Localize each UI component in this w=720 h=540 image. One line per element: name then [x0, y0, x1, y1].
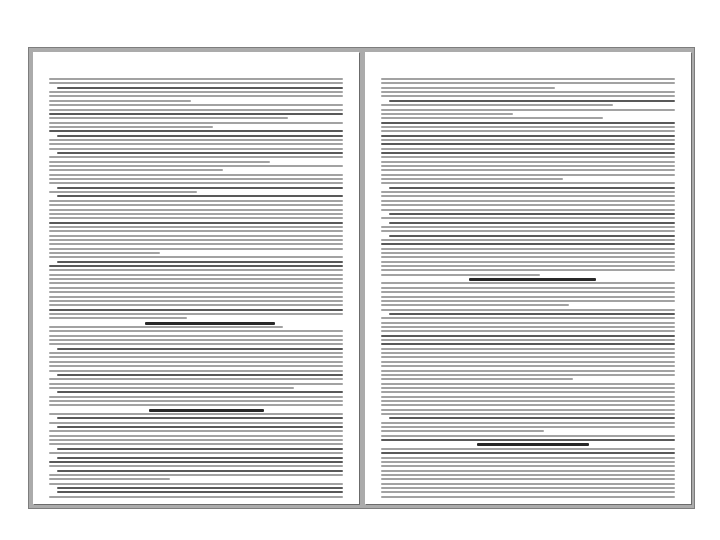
text-line — [49, 435, 343, 437]
text-line — [381, 317, 675, 319]
text-line — [381, 404, 675, 406]
text-line — [49, 443, 343, 445]
text-line — [381, 483, 675, 485]
text-line — [57, 261, 343, 263]
text-line — [49, 313, 343, 315]
text-line — [49, 330, 343, 332]
text-line — [49, 204, 343, 206]
text-line — [49, 117, 288, 119]
text-line — [49, 309, 343, 311]
text-line — [381, 370, 675, 372]
text-line — [149, 409, 264, 412]
text-line — [381, 435, 675, 437]
text-line — [49, 174, 343, 176]
text-line — [381, 130, 675, 132]
text-line — [381, 135, 675, 137]
text-line — [381, 478, 675, 480]
text-line — [49, 269, 343, 271]
text-line — [49, 113, 343, 115]
text-line — [381, 239, 675, 241]
text-line — [381, 452, 675, 454]
text-line — [49, 387, 294, 389]
text-line — [381, 387, 675, 389]
text-line — [381, 448, 675, 450]
text-line — [381, 143, 675, 145]
text-line — [381, 217, 675, 219]
text-line — [381, 496, 675, 498]
text-line — [57, 487, 343, 489]
text-line — [469, 278, 596, 281]
text-line — [381, 174, 675, 176]
text-line — [381, 396, 675, 398]
text-line — [49, 139, 343, 141]
text-line — [381, 78, 675, 80]
text-line — [57, 87, 343, 89]
text-line — [381, 322, 675, 324]
text-line — [381, 461, 675, 463]
text-line — [57, 448, 343, 450]
text-line — [49, 209, 343, 211]
page-text-block — [365, 52, 691, 504]
text-line — [49, 126, 213, 128]
text-line — [381, 117, 603, 119]
text-line — [381, 330, 675, 332]
text-line — [49, 365, 343, 367]
text-line — [381, 465, 675, 467]
text-line — [381, 282, 675, 284]
text-line — [49, 287, 343, 289]
text-line — [381, 361, 675, 363]
text-line — [49, 413, 343, 415]
text-line — [381, 287, 675, 289]
text-line — [381, 365, 675, 367]
text-line — [381, 269, 675, 271]
text-line — [49, 130, 343, 132]
text-line — [389, 222, 675, 224]
document-viewer[interactable] — [28, 47, 695, 509]
text-line — [49, 378, 343, 380]
text-line — [49, 296, 343, 298]
text-line — [49, 230, 343, 232]
text-line — [49, 165, 343, 167]
text-line — [381, 413, 675, 415]
text-line — [381, 139, 675, 141]
text-line — [381, 252, 675, 254]
text-line — [381, 243, 675, 245]
text-line — [49, 370, 343, 372]
text-line — [381, 226, 675, 228]
text-line — [49, 226, 343, 228]
text-line — [57, 135, 343, 137]
text-line — [49, 222, 343, 224]
text-line — [145, 322, 275, 325]
text-line — [381, 178, 563, 180]
text-line — [49, 256, 343, 258]
text-line — [49, 278, 343, 280]
document-page-left — [33, 52, 359, 504]
text-line — [381, 422, 675, 424]
text-line — [49, 300, 343, 302]
text-line — [49, 252, 160, 254]
text-line — [57, 491, 343, 493]
text-line — [389, 100, 675, 102]
text-line — [381, 300, 675, 302]
text-line — [49, 474, 343, 476]
text-line — [49, 191, 197, 193]
text-line — [49, 335, 343, 337]
page-text-block — [33, 52, 359, 504]
text-line — [49, 383, 343, 385]
text-line — [49, 109, 343, 111]
text-line — [381, 104, 613, 106]
text-line — [49, 343, 343, 345]
text-line — [381, 195, 675, 197]
text-line — [381, 191, 675, 193]
text-line — [381, 169, 675, 171]
text-line — [49, 235, 343, 237]
text-line — [381, 335, 675, 337]
text-line — [49, 452, 343, 454]
text-line — [381, 457, 675, 459]
text-line — [49, 143, 343, 145]
text-line — [49, 104, 343, 106]
text-line — [381, 352, 675, 354]
text-line — [49, 148, 343, 150]
text-line — [49, 178, 343, 180]
text-line — [381, 426, 675, 428]
text-line — [57, 417, 343, 419]
text-line — [49, 182, 343, 184]
text-line — [381, 348, 675, 350]
text-line — [49, 239, 343, 241]
text-line — [49, 483, 343, 485]
text-line — [381, 383, 675, 385]
text-line — [381, 209, 675, 211]
text-line — [381, 82, 675, 84]
text-line — [49, 100, 191, 102]
text-line — [381, 274, 540, 276]
text-line — [381, 439, 675, 441]
text-line — [49, 304, 343, 306]
text-line — [49, 461, 343, 463]
text-line — [381, 165, 675, 167]
text-line — [381, 248, 675, 250]
text-line — [49, 404, 343, 406]
text-line — [49, 282, 343, 284]
text-line — [49, 291, 343, 293]
text-line — [381, 152, 675, 154]
text-line — [49, 161, 270, 163]
text-line — [381, 474, 675, 476]
text-line — [381, 156, 675, 158]
text-line — [381, 113, 513, 115]
text-line — [49, 400, 343, 402]
text-line — [49, 213, 343, 215]
text-line — [381, 326, 675, 328]
text-line — [57, 152, 343, 154]
text-line — [381, 230, 675, 232]
text-line — [381, 265, 675, 267]
text-line — [381, 182, 675, 184]
text-line — [57, 187, 343, 189]
text-line — [57, 391, 343, 393]
text-line — [389, 313, 675, 315]
text-line — [49, 396, 343, 398]
text-line — [49, 169, 223, 171]
text-line — [49, 339, 343, 341]
text-line — [49, 91, 343, 93]
text-line — [381, 296, 675, 298]
text-line — [381, 309, 675, 311]
text-line — [381, 200, 675, 202]
text-line — [49, 156, 343, 158]
text-line — [57, 374, 343, 376]
text-line — [381, 378, 573, 380]
text-line — [49, 361, 343, 363]
text-line — [49, 200, 343, 202]
text-line — [49, 95, 343, 97]
text-line — [381, 409, 675, 411]
text-line — [57, 470, 343, 472]
text-line — [57, 457, 343, 459]
text-line — [381, 261, 675, 263]
text-line — [49, 317, 187, 319]
text-line — [477, 443, 589, 446]
text-line — [381, 109, 675, 111]
text-line — [381, 204, 675, 206]
text-line — [381, 95, 675, 97]
text-line — [381, 291, 675, 293]
text-line — [381, 122, 675, 124]
text-line — [381, 91, 675, 93]
text-line — [49, 422, 343, 424]
text-line — [57, 426, 343, 428]
text-line — [49, 496, 343, 498]
text-line — [389, 187, 675, 189]
text-line — [389, 213, 675, 215]
text-line — [49, 217, 343, 219]
text-line — [381, 161, 675, 163]
document-page-right — [365, 52, 691, 504]
text-line — [381, 491, 675, 493]
text-line — [57, 195, 343, 197]
text-line — [49, 356, 343, 358]
text-line — [49, 326, 283, 328]
text-line — [49, 439, 343, 441]
text-line — [381, 391, 675, 393]
text-line — [389, 235, 675, 237]
text-line — [381, 343, 675, 345]
text-line — [381, 356, 675, 358]
text-line — [49, 465, 343, 467]
text-line — [49, 352, 343, 354]
text-line — [49, 122, 343, 124]
text-line — [49, 243, 343, 245]
text-line — [381, 126, 675, 128]
text-line — [49, 82, 343, 84]
text-line — [57, 348, 343, 350]
text-line — [381, 304, 569, 306]
text-line — [49, 265, 343, 267]
text-line — [381, 430, 544, 432]
text-line — [381, 487, 675, 489]
text-line — [381, 470, 675, 472]
text-line — [49, 430, 343, 432]
text-line — [389, 417, 675, 419]
text-line — [49, 478, 170, 480]
text-line — [381, 374, 675, 376]
text-line — [49, 274, 343, 276]
text-line — [381, 339, 675, 341]
text-line — [49, 78, 343, 80]
text-line — [381, 400, 675, 402]
text-line — [381, 87, 555, 89]
text-line — [381, 148, 675, 150]
text-line — [49, 248, 343, 250]
text-line — [381, 256, 675, 258]
